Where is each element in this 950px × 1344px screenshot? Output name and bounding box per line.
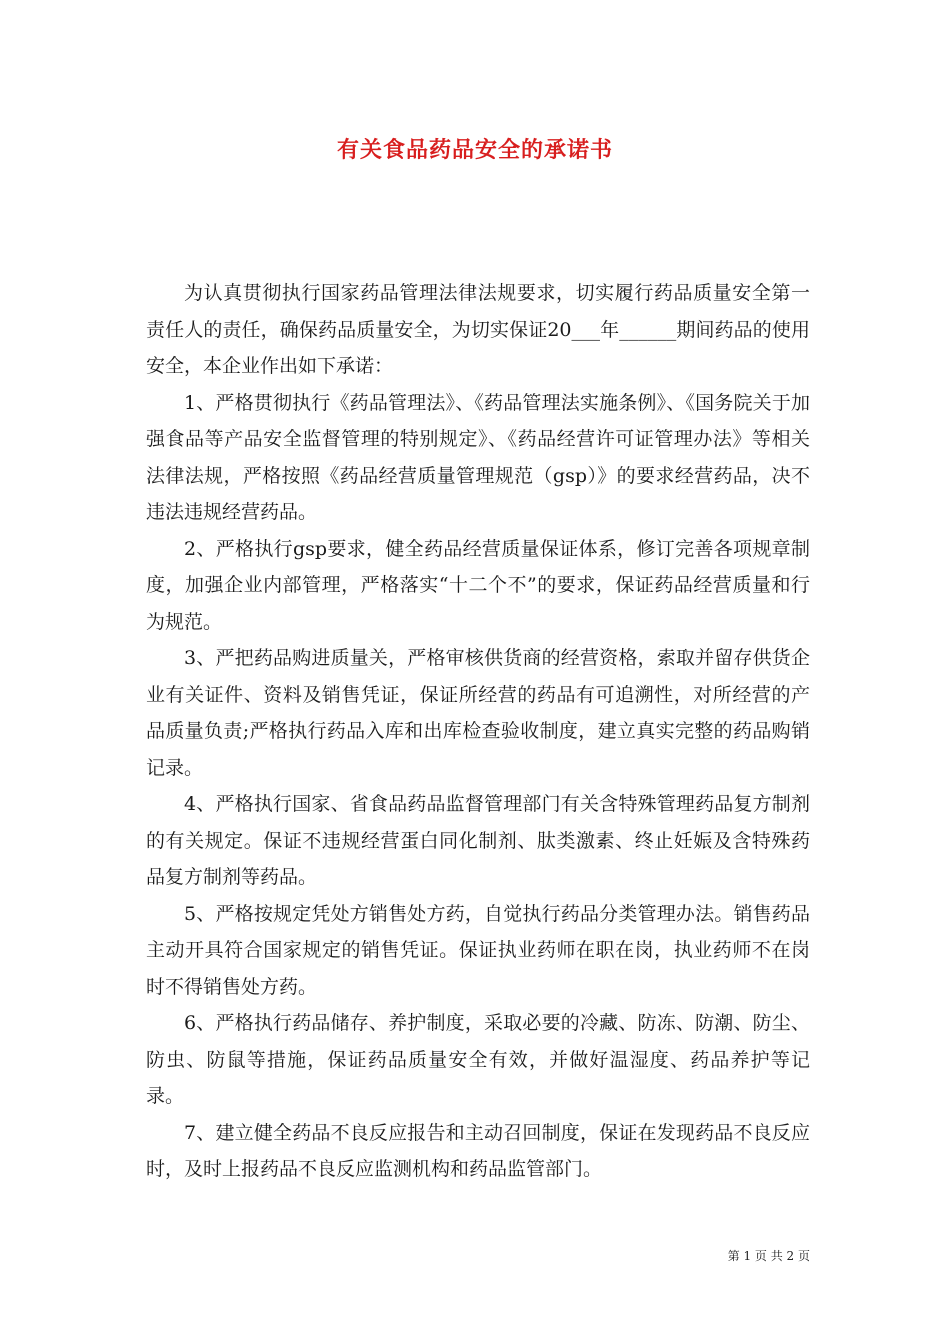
paragraph-item-7: 7、建立健全药品不良反应报告和主动召回制度，保证在发现药品不良反应时，及时上报药品不良反应监测机构和药品监管部门。 xyxy=(146,1121,810,1180)
paragraph-item-3: 3、严把药品购进质量关，严格审核供货商的经营资格，索取并留存供货企业有关证件、资料及销售凭证，保证所经营的药品有可追溯性，对所经营的产品质量负责;严格执行药品入库和出库检查验收制度，建立真实完整的药品购销记录。 xyxy=(146,647,810,779)
page-number-footer: 第 1 页 共 2 页 xyxy=(727,1249,810,1263)
paragraph-intro: 为认真贯彻执行国家药品管理法律法规要求，切实履行药品质量安全第一责任人的责任，确保药品质量安全，为切实保证20___年______期间药品的使用安全，本企业作出如下承诺： xyxy=(146,282,810,377)
paragraph-item-1: 1、严格贯彻执行《药品管理法》、《药品管理法实施条例》、《国务院关于加强食品等产品安全监督管理的特别规定》、《药品经营许可证管理办法》等相关法律法规，严格按照《药品经营质量管理规范（gsp）》的要求经营药品，决不违法违规经营药品。 xyxy=(146,391,810,523)
paragraph-item-6: 6、严格执行药品储存、养护制度，采取必要的冷藏、防冻、防潮、防尘、防虫、防鼠等措施，保证药品质量安全有效，并做好温湿度、药品养护等记录。 xyxy=(146,1012,810,1107)
document-body xyxy=(146,275,810,1188)
document-title: 有关食品药品安全的承诺书 xyxy=(336,138,613,163)
paragraph-item-4: 4、严格执行国家、省食品药品监督管理部门有关含特殊管理药品复方制剂的有关规定。保证不违规经营蛋白同化制剂、肽类激素、终止妊娠及含特殊药品复方制剂等药品。 xyxy=(146,793,810,888)
paragraph-item-2: 2、严格执行gsp要求，健全药品经营质量保证体系，修订完善各项规章制度，加强企业内部管理，严格落实“十二个不”的要求，保证药品经营质量和行为规范。 xyxy=(146,537,810,633)
paragraph-item-5: 5、严格按规定凭处方销售处方药，自觉执行药品分类管理办法。销售药品主动开具符合国家规定的销售凭证。保证执业药师在职在岗，执业药师不在岗时不得销售处方药。 xyxy=(146,902,810,998)
